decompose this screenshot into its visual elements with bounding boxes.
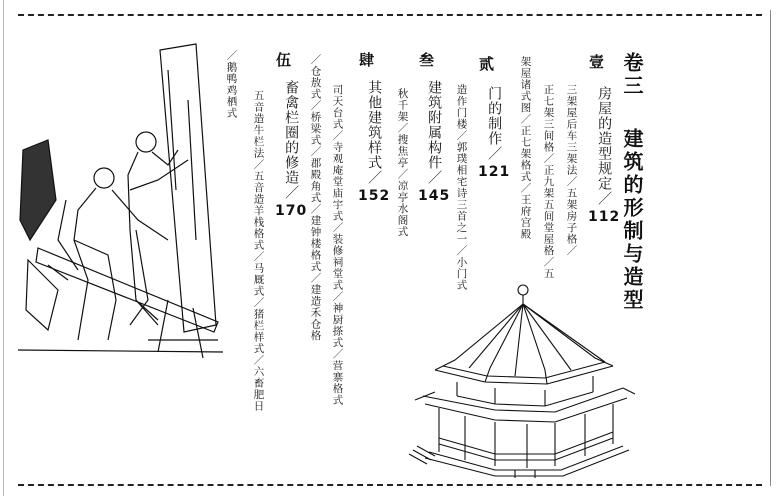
section-2-title-text: 门的制作 bbox=[486, 86, 503, 146]
section-3-number: 叁 bbox=[417, 52, 435, 69]
section-5-title-text: 畜禽栏圈的修造 bbox=[283, 80, 300, 185]
section-1-item: 架屋诸式图／正七架格式／王府宫殿 bbox=[519, 56, 532, 240]
section-5-item: ／鹅鸭鸡栖式 bbox=[225, 50, 238, 119]
section-3-item: 秋千架／搜焦亭／凉亭水阁式 bbox=[396, 88, 409, 238]
section-2-page: 121 bbox=[478, 164, 511, 180]
right-margin-line bbox=[770, 10, 771, 486]
section-1-item: 三架屋后车三架法／五架房子格／ bbox=[565, 84, 578, 257]
top-dashed-border bbox=[18, 14, 762, 16]
section-3-title-text: 建筑附属构件 bbox=[426, 80, 443, 170]
bottom-dashed-border bbox=[18, 484, 762, 486]
chapter-name: 建筑的形制与造型 bbox=[620, 127, 644, 312]
volume-label: 卷三 bbox=[620, 52, 644, 98]
section-5-page: 170 bbox=[275, 203, 308, 219]
section-4-title-text: 其他建筑样式 bbox=[366, 80, 383, 170]
section-4-item: 司天台式／寺观庵堂庙宇式／装修祠堂式／神厨搽式／营寨格式 bbox=[331, 84, 344, 406]
section-2-number: 贰 bbox=[477, 56, 495, 73]
section-3-title[interactable]: 建筑附属构件／145 bbox=[418, 80, 451, 204]
left-margin-line bbox=[3, 0, 4, 496]
section-5-title[interactable]: 畜禽栏圈的修造／170 bbox=[275, 80, 308, 219]
section-5-number: 伍 bbox=[274, 52, 292, 69]
section-2-item: 造作门楼／郭璞相宅诗三首之一／小门式 bbox=[455, 84, 468, 291]
pavilion-illustration bbox=[395, 270, 640, 480]
section-1-title-text: 房屋的造型规定 bbox=[596, 86, 613, 191]
section-1-number: 壹 bbox=[587, 54, 605, 71]
section-5-item: 五音造牛栏法／五音造羊栈格式／马厩式／猪栏样式／六畜肥日 bbox=[252, 90, 265, 412]
section-3-page: 145 bbox=[418, 188, 451, 204]
section-1-title[interactable]: 房屋的造型规定／112 bbox=[588, 86, 621, 225]
section-4-page: 152 bbox=[358, 188, 391, 204]
section-4-title[interactable]: 其他建筑样式／152 bbox=[358, 80, 391, 204]
section-4-number: 肆 bbox=[357, 52, 375, 69]
section-1-item: 正七架三间格／正九架五间堂屋格／五 bbox=[542, 84, 555, 280]
section-1-page: 112 bbox=[588, 209, 621, 225]
section-4-item: ／仓敖式／桥梁式／郡殿角式／建钟楼格式／建造禾仓格 bbox=[309, 54, 322, 342]
workers-sawing-illustration bbox=[18, 40, 223, 360]
section-2-title[interactable]: 门的制作／121 bbox=[478, 86, 511, 180]
